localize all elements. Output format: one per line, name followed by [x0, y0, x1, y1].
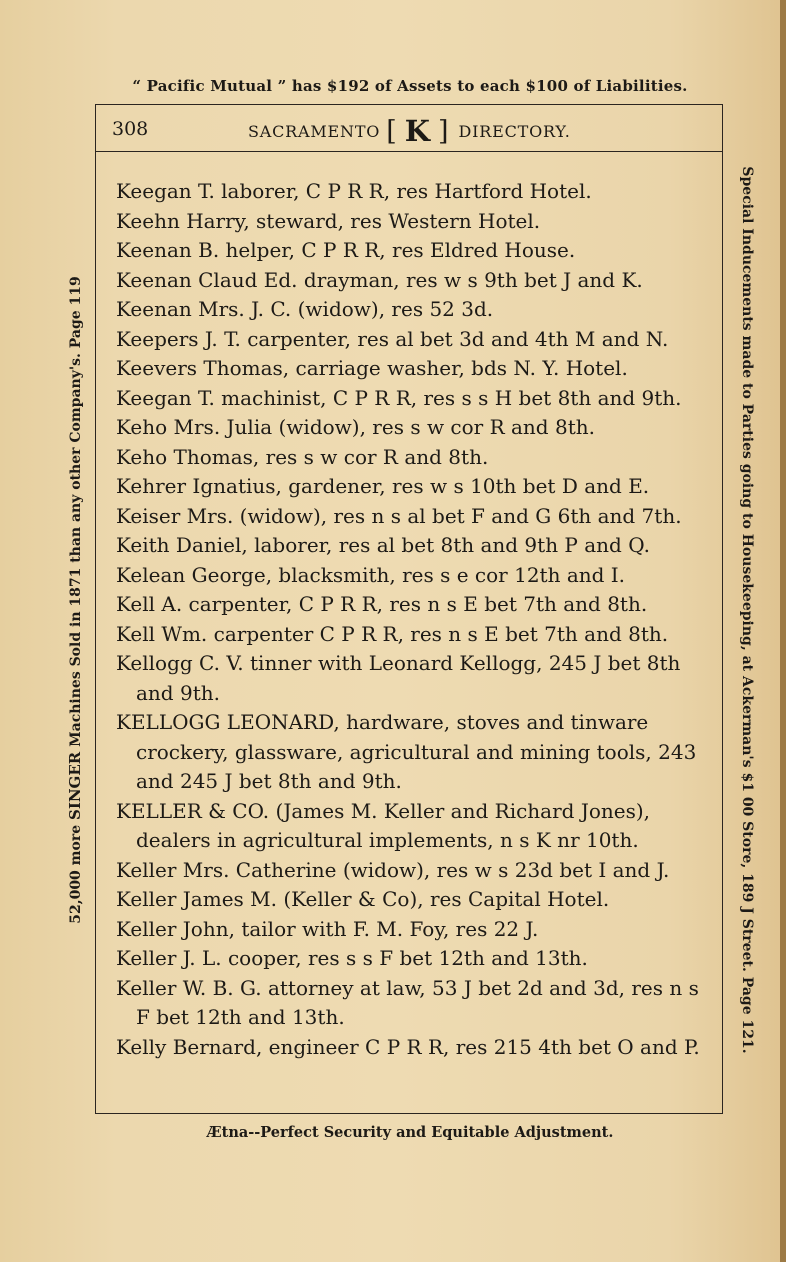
directory-entry: KELLER & CO. (James M. Keller and Richard Jones), dealers in agricultural implements, n s K nr 10th.: [116, 798, 651, 852]
directory-entry: Keller John, tailor with F. M. Foy, res 22 J.: [116, 916, 539, 941]
page-edge: [780, 0, 786, 1262]
header-title: DIRECTORY.: [458, 121, 571, 141]
directory-entry: Kehrer Ignatius, gardener, res w s 10th bet D and E.: [116, 474, 650, 498]
left-ad-suffix: Machines Sold in 1871 than any other Company's. Page 119: [68, 276, 84, 752]
directory-entry: KELLOGG LEONARD, hardware, stoves and tinware crockery, glassware, agricultural and mining tools, 243 and 245 J bet 8th and 9th.: [116, 710, 697, 793]
directory-entry: Keegan T. machinist, C P R R, res s s H bet 8th and 9th.: [116, 385, 682, 410]
frame-border-right: [722, 104, 723, 1114]
header-letter: K: [404, 113, 430, 148]
running-title: [248, 114, 571, 148]
left-ad-brand: SINGER: [66, 751, 84, 821]
header-city: SACRAMENTO: [248, 121, 381, 141]
directory-entry: Keevers Thomas, carriage washer, bds N. Y. Hotel.: [116, 356, 628, 380]
frame-border-left: [95, 104, 96, 1114]
directory-entry: Keenan B. helper, C P R R, res Eldred House.: [116, 238, 576, 262]
directory-entry: Keenan Mrs. J. C. (widow), res 52 3d.: [116, 297, 494, 321]
directory-entry: Keenan Claud Ed. drayman, res w s 9th bet J and K.: [116, 267, 643, 292]
directory-entry: Keepers J. T. carpenter, res al bet 3d and 4th M and N.: [116, 326, 669, 351]
directory-entry: Keith Daniel, laborer, res al bet 8th and 9th P and Q.: [116, 533, 650, 557]
directory-entry: Kellogg C. V. tinner with Leonard Kellogg, 245 J bet 8th and 9th.: [116, 651, 681, 705]
directory-entry: Keehn Harry, steward, res Western Hotel.: [116, 208, 541, 233]
header-bracket-open: [: [386, 115, 397, 147]
directory-entry: Keho Thomas, res s w cor R and 8th.: [116, 444, 489, 469]
bottom-advertisement: Ætna--Perfect Security and Equitable Adjustment.: [206, 1124, 614, 1141]
directory-entry: Kell Wm. carpenter C P R R, res n s E bet 7th and 8th.: [116, 621, 669, 646]
frame-border-bottom: [95, 1113, 723, 1114]
directory-entry: Keiser Mrs. (widow), res n s al bet F and G 6th and 7th.: [116, 503, 682, 528]
page-number: 308: [112, 118, 149, 140]
header-bracket-close: ]: [437, 115, 449, 147]
directory-entry: Keller W. B. G. attorney at law, 53 J bet 2d and 3d, res n s F bet 12th and 13th.: [116, 975, 699, 1029]
directory-entry: Kell A. carpenter, C P R R, res n s E bet 7th and 8th.: [116, 592, 648, 616]
right-advertisement: Special Inducements made to Parties going to Housekeeping, at Ackerman's $1 00 Store, 189 J Street. Page 121.: [739, 166, 755, 1054]
page-header: [110, 114, 710, 148]
directory-entry: Kelean George, blacksmith, res s e cor 12th and I.: [116, 562, 626, 587]
frame-border-top: [95, 104, 723, 105]
directory-entry: Keller J. L. cooper, res s s F bet 12th and 13th.: [116, 946, 588, 970]
directory-entry: Keho Mrs. Julia (widow), res s w cor R and 8th.: [116, 415, 595, 439]
directory-entry: Kelly Bernard, engineer C P R R, res 215 4th bet O and P.: [116, 1034, 700, 1059]
top-advertisement: “ Pacific Mutual ” has $192 of Assets to each $100 of Liabilities.: [132, 77, 688, 95]
left-ad-prefix: 52,000 more: [68, 820, 84, 924]
left-advertisement: [66, 180, 90, 1020]
directory-entries: [116, 177, 718, 1062]
directory-entry: Keegan T. laborer, C P R R, res Hartford Hotel.: [116, 179, 592, 203]
directory-entry: Keller Mrs. Catherine (widow), res w s 23d bet I and J.: [116, 857, 670, 882]
header-rule: [95, 151, 723, 152]
directory-entry: Keller James M. (Keller & Co), res Capital Hotel.: [116, 887, 610, 911]
